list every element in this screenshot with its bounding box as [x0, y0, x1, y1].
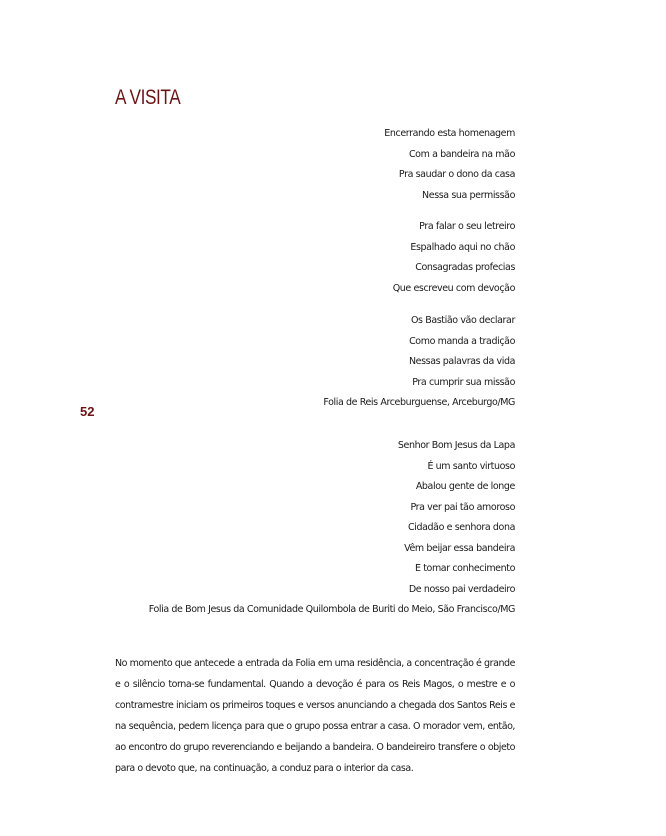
verse-line: Vêm beijar essa bandeira [404, 542, 515, 554]
verse-line: Com a bandeira na mão [408, 148, 515, 160]
body-paragraph: No momento que antecede a entrada da Folia em uma residência, a concentração é grande e o silêncio torna-se fundamental. Quando a devoção é para os Reis Magos, o mestre e o contramestre iniciam os primeiros toques e versos anunciando a chegada dos Santos Reis e na sequência, pedem licença para que o grupo possa entrar a casa. O morador vem, então, ao encontro do grupo reverenciando e beijando a bandeira. O bandeireiro transfere o objeto para o devoto que, na continuação, a conduz para o interior da casa. [115, 658, 515, 774]
verse-stanza-2 [393, 217, 515, 299]
verse-line: E tomar conhecimento [414, 563, 515, 574]
verse-stanza-1 [384, 124, 515, 206]
verse-line: Encerrando esta homenagem [384, 128, 515, 139]
verse-line: Consagradas profecias [415, 262, 515, 273]
verse-line: De nosso pai verdadeiro [408, 583, 515, 595]
verse-line: Senhor Bom Jesus da Lapa [397, 440, 515, 451]
verse-line: Abalou gente de longe [415, 481, 515, 492]
page-title: A VISITA [115, 86, 181, 109]
verse-line: Pra saudar o dono da casa [398, 169, 515, 180]
verse-line: Os Bastião vão declarar [410, 315, 515, 326]
verse-line: Espalhado aqui no chão [410, 241, 515, 253]
verse-attribution: Folia de Reis Arceburguense, Arceburgo/MG [323, 397, 515, 408]
verse-stanza-3 [323, 311, 515, 414]
page-number: 52 [80, 404, 95, 419]
verse-line: Cidadão e senhora dona [408, 522, 515, 533]
verse-line: Pra cumprir sua missão [412, 376, 515, 388]
verse-line: Pra falar o seu letreiro [419, 221, 515, 232]
verse-line: Nessas palavras da vida [408, 356, 515, 367]
verse-line: Que escreveu com devoção [392, 282, 515, 294]
verse-line: Nessa sua permissão [422, 189, 515, 201]
verse-line: É um santo virtuoso [427, 460, 515, 472]
verse-line: Como manda a tradição [409, 335, 515, 347]
verse-attribution: Folia de Bom Jesus da Comunidade Quilombola de Buriti do Meio, São Francisco/MG [148, 604, 515, 615]
verse-line: Pra ver pai tão amoroso [410, 501, 515, 513]
verse-stanza-4 [149, 436, 515, 621]
